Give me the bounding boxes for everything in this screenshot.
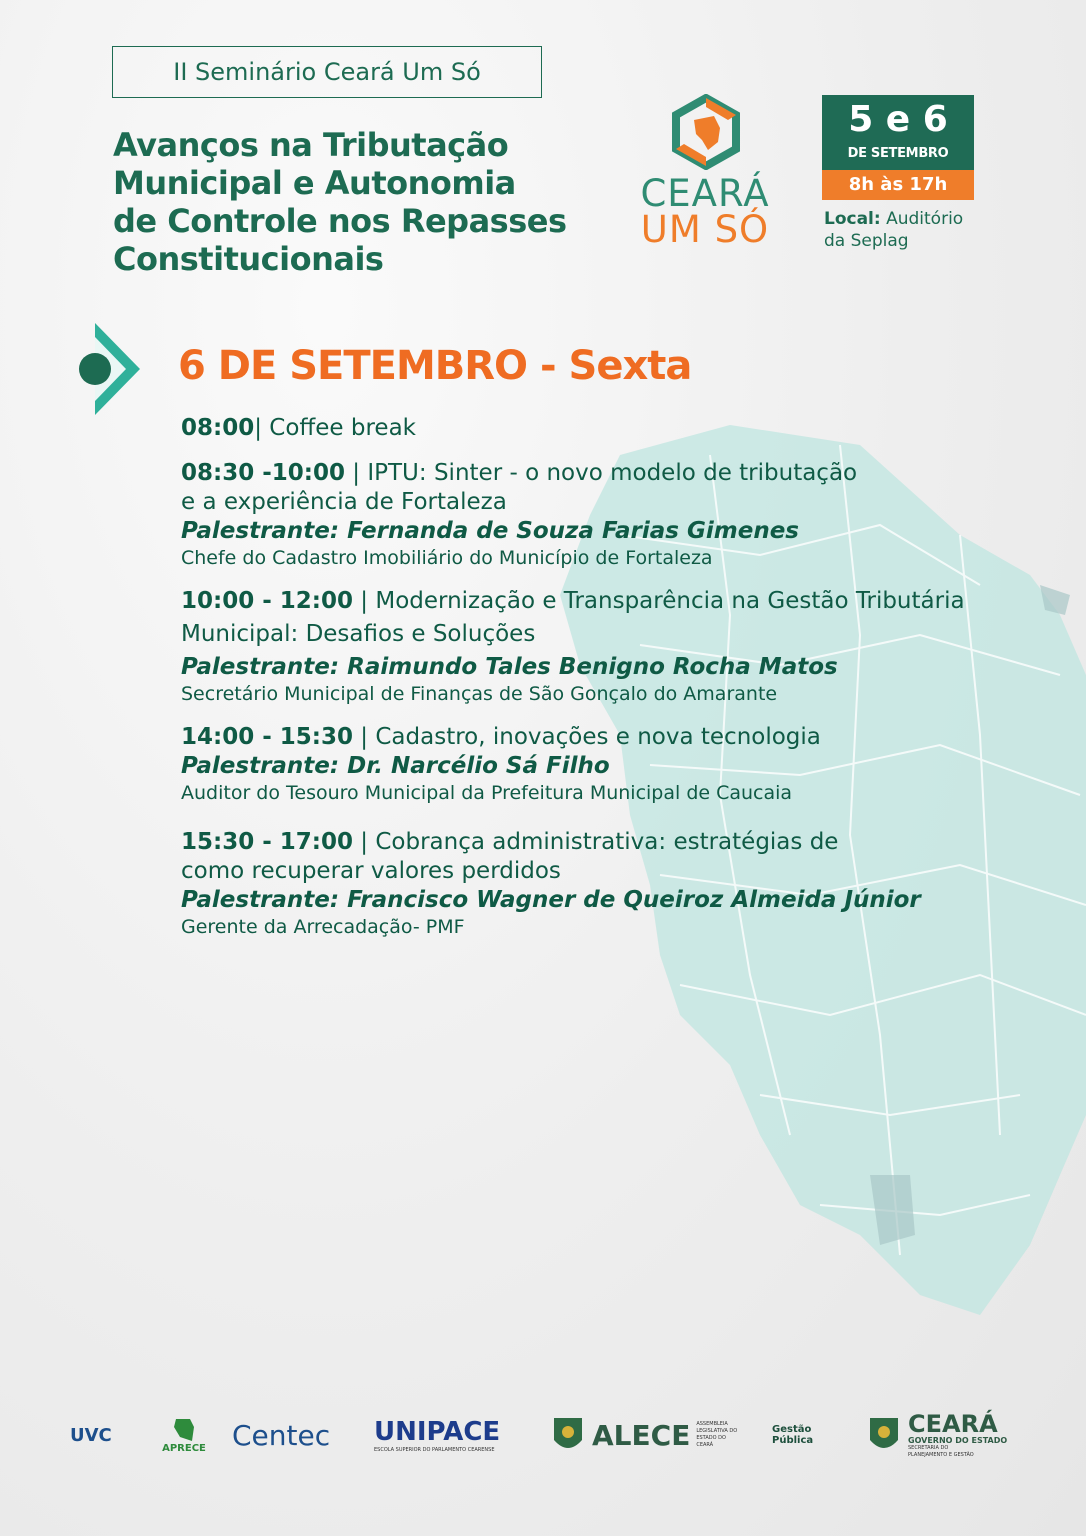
session-time: 08:30 -10:00	[181, 460, 345, 486]
logo-text-line1: CEARÁ	[640, 172, 770, 215]
location-label: Local:	[824, 209, 881, 229]
alece-logo-text: ALECE	[592, 1418, 691, 1452]
session-time: 14:00 - 15:30	[181, 724, 353, 750]
session-line	[181, 828, 1041, 857]
schedule-list	[181, 414, 1041, 956]
session-title-cont: Municipal: Desafios e Soluções	[181, 621, 536, 647]
schedule-item	[181, 414, 1041, 443]
gestao-publica-logo-text: Gestão Pública	[772, 1424, 814, 1446]
seminar-label	[112, 46, 542, 98]
time-separator: |	[360, 829, 369, 855]
aprece-logo-text: APRECE	[162, 1442, 206, 1454]
ceara-shield-icon	[868, 1414, 900, 1456]
session-speaker: Palestrante: Fernanda de Souza Farias Gimenes	[181, 518, 799, 544]
day-heading: 6 DE SETEMBRO - Sexta	[178, 343, 692, 389]
session-line	[181, 723, 1041, 752]
speaker-role: Secretário Municipal de Finanças de São Gonçalo do Amarante	[181, 683, 778, 705]
governo-ceara-text-group	[908, 1409, 1008, 1459]
session-time: 15:30 - 17:00	[181, 829, 353, 855]
time-separator: |	[254, 415, 262, 441]
schedule-item	[181, 459, 1041, 571]
session-title-cont: e a experiência de Fortaleza	[181, 489, 507, 515]
session-title: Coffee break	[269, 415, 416, 441]
gestao-publica-logo	[772, 1405, 836, 1465]
date-days: 5 e 6	[848, 99, 948, 140]
session-line	[181, 587, 1041, 616]
aprece-logo	[154, 1405, 214, 1465]
title-line: Constitucionais	[113, 240, 384, 278]
time-badge: 8h às 17h	[822, 170, 974, 200]
session-time: 10:00 - 12:00	[181, 588, 353, 614]
schedule-item	[181, 828, 1041, 940]
location	[824, 208, 994, 252]
schedule-item	[181, 723, 1041, 806]
session-speaker: Palestrante: Dr. Narcélio Sá Filho	[181, 753, 610, 779]
centec-logo	[232, 1405, 344, 1465]
title-line: de Controle nos Repasses	[113, 202, 567, 240]
ceara-um-so-logo-icon	[668, 94, 744, 170]
unipace-logo	[374, 1405, 524, 1465]
day-marker-icon	[76, 323, 142, 415]
uvc-logo-text: UVC	[70, 1424, 112, 1446]
seminar-text: II Seminário Ceará Um Só	[173, 58, 481, 86]
alece-logo-subtext: ASSEMBLEIA LEGISLATIVA DO ESTADO DO CEARÁ	[696, 1421, 738, 1448]
seplag-subtext: SECRETARIA DO PLANEJAMENTO E GESTÃO	[908, 1444, 974, 1458]
session-line	[181, 414, 1041, 443]
page-title	[113, 126, 633, 278]
time-separator: |	[352, 460, 361, 486]
session-time: 08:00	[181, 415, 255, 441]
uvc-logo	[70, 1405, 120, 1465]
unipace-logo-text: UNIPACE	[374, 1417, 501, 1447]
title-line: Municipal e Autonomia	[113, 164, 516, 202]
title-line: Avanços na Tributação	[113, 126, 509, 164]
date-badge	[822, 95, 974, 170]
session-title-cont: como recuperar valores perdidos	[181, 858, 561, 884]
session-speaker: Palestrante: Francisco Wagner de Queiroz Almeida Júnior	[181, 887, 921, 913]
aprece-map-icon	[172, 1417, 196, 1443]
time-separator: |	[360, 724, 369, 750]
session-title: Modernização e Transparência na Gestão Tributária	[375, 588, 965, 614]
session-speaker: Palestrante: Raimundo Tales Benigno Rocha Matos	[181, 654, 838, 680]
governo-ceara-subtext: GOVERNO DO ESTADO	[908, 1435, 1008, 1445]
logo-text-line2: UM SÓ	[640, 208, 770, 251]
session-title: Cadastro, inovações e nova tecnologia	[375, 724, 821, 750]
speaker-role: Gerente da Arrecadação- PMF	[181, 916, 465, 938]
session-title: Cobrança administrativa: estratégias de	[375, 829, 839, 855]
speaker-role: Auditor do Tesouro Municipal da Prefeitura Municipal de Caucaia	[181, 782, 793, 804]
session-title: IPTU: Sinter - o novo modelo de tributação	[367, 460, 858, 486]
time-separator: |	[360, 588, 369, 614]
location-value: Auditório	[886, 209, 964, 229]
governo-ceara-logo	[868, 1405, 1028, 1465]
centec-logo-text: Centec	[232, 1418, 331, 1452]
sponsor-logos	[70, 1405, 1030, 1465]
unipace-logo-subtext: ESCOLA SUPERIOR DO PARLAMENTO CEARENSE	[374, 1447, 495, 1453]
schedule-item	[181, 587, 1041, 707]
speaker-role: Chefe do Cadastro Imobiliário do Município de Fortaleza	[181, 547, 713, 569]
governo-ceara-logo-text: CEARÁ	[908, 1409, 998, 1438]
location-value: da Seplag	[824, 231, 909, 251]
date-month: DE SETEMBRO	[847, 146, 949, 161]
alece-logo	[552, 1405, 742, 1465]
alece-shield-icon	[552, 1414, 584, 1456]
session-line	[181, 459, 1041, 488]
